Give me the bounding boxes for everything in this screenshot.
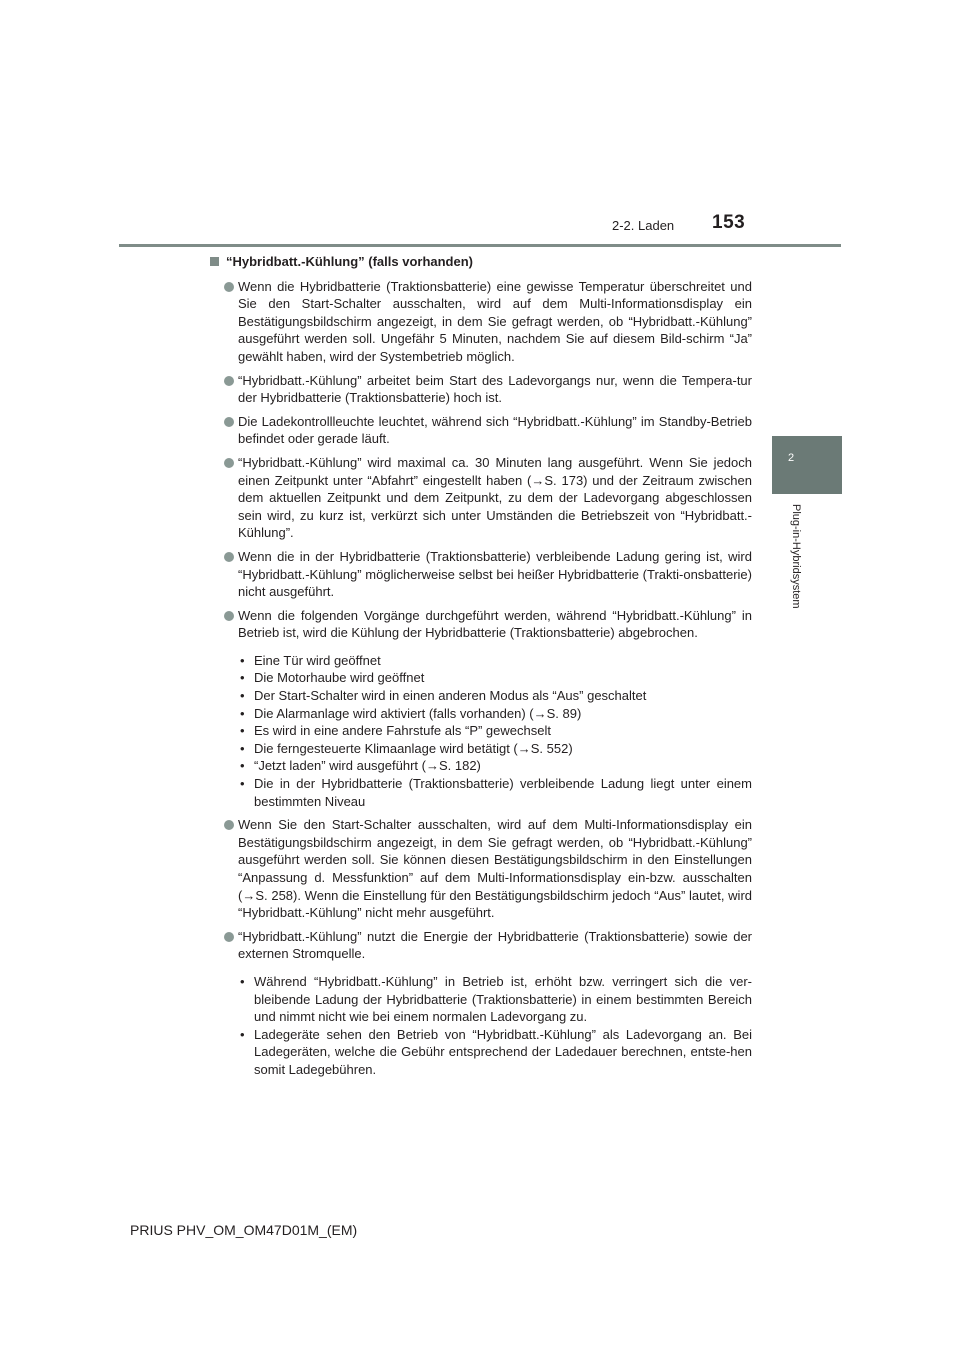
circle-bullet-icon xyxy=(224,458,234,468)
dot-marker: • xyxy=(240,652,245,668)
bullet-item xyxy=(210,278,752,366)
circle-bullet-icon xyxy=(224,820,234,830)
energy-notes-list xyxy=(210,973,752,1079)
list-item-text: Eine Tür wird geöffnet xyxy=(254,652,381,668)
section-heading-text: “Hybridbatt.-Kühlung” (falls vorhanden) xyxy=(226,254,473,269)
list-item-text: Die Motorhaube wird geöffnet xyxy=(254,670,425,686)
bullet-text: “Hybridbatt.-Kühlung” wird maximal ca. 30 Minuten lang ausgeführt. Wenn Sie jedoch einen Zeitpunkt unter “Abfahrt” eingestellt haben (→S. 173) und der Zeitraum zwischen dem aktuellen Zeitpunkt und dem Zeitpunkt, zu dem der Ladevorgang abgeschlossen sein wird, zu kurz ist, verkürzt sich unter Umständen die Betriebszeit von “Hybridbatt.-Kühlung”. xyxy=(238,454,752,541)
circle-bullet-icon xyxy=(224,932,234,942)
circle-bullet-icon xyxy=(224,611,234,621)
list-item-text: “Jetzt laden” wird ausgeführt (→S. 182) xyxy=(254,758,481,774)
list-item xyxy=(210,973,752,1026)
page-number: 153 xyxy=(712,212,746,233)
abort-conditions-list xyxy=(210,652,752,810)
header-section-title: 2-2. Laden xyxy=(612,218,675,233)
circle-bullet-icon xyxy=(224,552,234,562)
list-item xyxy=(210,652,752,670)
bullet-text: Die Ladekontrollleuchte leuchtet, während sich “Hybridbatt.-Kühlung” im Standby-Betrieb befindet oder gerade läuft. xyxy=(238,413,752,447)
bullet-item xyxy=(210,413,752,448)
bullet-item xyxy=(210,928,752,963)
list-item-text: Während “Hybridbatt.-Kühlung” in Betrieb ist, erhöht bzw. verringert sich die ver-bleibende Ladung der Hybridbatterie (Traktionsbatterie) in einem bestimmten Bereich und nimmt nicht wie bei einem normalen Ladevorgang zu. xyxy=(254,973,752,1025)
list-item xyxy=(210,669,752,687)
list-item xyxy=(210,687,752,705)
bullet-text: Wenn Sie den Start-Schalter ausschalten, wird auf dem Multi-Informationsdisplay ein Bestätigungsbildschirm angezeigt, in dem Sie gefragt werden, ob “Hybridbatt.-Kühlung” ausgeführt werden soll. Sie können diesen Bestätigungsbildschirm in den Einstellungen “Anpassung d. Messfunktion” auf dem Multi-Informationsdisplay ein-bzw. ausschalten (→S. 258). Wenn die Einstellung für den Bestätigungsbildschirm jedoch “Aus” lautet, wird “Hybridbatt.-Kühlung” nicht mehr ausgeführt. xyxy=(238,817,752,921)
dot-marker: • xyxy=(240,758,245,774)
bullet-item xyxy=(210,816,752,922)
chapter-tab xyxy=(772,436,842,494)
list-item-text: Ladegeräte sehen den Betrieb von “Hybridbatt.-Kühlung” als Ladevorgang an. Bei Ladegeräten, welche die Gebühr entsprechend der Ladedauer berechnen, entste-hen somit Ladegebühren. xyxy=(254,1026,752,1077)
bullet-text: Wenn die folgenden Vorgänge durchgeführt werden, während “Hybridbatt.-Kühlung” in Betrieb ist, wird die Kühlung der Hybridbatterie (Traktionsbatterie) abgebrochen. xyxy=(238,607,752,641)
list-item-text: Die in der Hybridbatterie (Traktionsbatterie) verbleibende Ladung liegt unter einem bestimmten Niveau xyxy=(254,776,752,809)
list-item xyxy=(210,740,752,758)
chapter-tab-label: Plug-in-Hybridsystem xyxy=(790,504,802,609)
dot-marker: • xyxy=(240,705,245,721)
dot-marker: • xyxy=(240,1026,245,1042)
bullet-text: “Hybridbatt.-Kühlung” arbeitet beim Start des Ladevorgangs nur, wenn die Tempera-tur der Hybridbatterie (Traktionsbatterie) hoch ist. xyxy=(238,372,752,406)
dot-marker: • xyxy=(240,723,245,739)
list-item xyxy=(210,1026,752,1079)
list-item xyxy=(210,722,752,740)
list-item-text: Die ferngesteuerte Klimaanlage wird betätigt (→S. 552) xyxy=(254,740,573,756)
circle-bullet-icon xyxy=(224,417,234,427)
bullet-text: Wenn die Hybridbatterie (Traktionsbatterie) eine gewisse Temperatur überschreitet und Sie den Start-Schalter ausschalten, wird auf dem Multi-Informationsdisplay ein Bestätigungsbildschirm angezeigt, in dem Sie gefragt werden, ob “Hybridbatt.-Kühlung” ausgeführt werden soll. Ungefähr 5 Minuten, nachdem Sie auf diesem Bild-schirm “Ja” gewählt haben, wird der Systembetrieb möglich. xyxy=(238,278,752,364)
bullet-item xyxy=(210,548,752,601)
dot-marker: • xyxy=(240,670,245,686)
page-content xyxy=(210,253,752,1085)
circle-bullet-icon xyxy=(224,376,234,386)
section-heading xyxy=(210,253,752,271)
list-item xyxy=(210,705,752,723)
dot-marker: • xyxy=(240,973,245,989)
bullet-item xyxy=(210,607,752,642)
dot-marker: • xyxy=(240,740,245,756)
bullet-item xyxy=(210,372,752,407)
dot-marker: • xyxy=(240,688,245,704)
list-item-text: Es wird in eine andere Fahrstufe als “P” gewechselt xyxy=(254,723,551,739)
list-item xyxy=(210,757,752,775)
circle-bullet-icon xyxy=(224,282,234,292)
square-bullet-icon xyxy=(210,257,219,266)
header-rule xyxy=(119,244,841,247)
dot-marker: • xyxy=(240,776,245,792)
bullet-text: “Hybridbatt.-Kühlung” nutzt die Energie der Hybridbatterie (Traktionsbatterie) sowie der externen Stromquelle. xyxy=(238,928,752,962)
footer-document-id: PRIUS PHV_OM_OM47D01M_(EM) xyxy=(130,1222,358,1238)
list-item xyxy=(210,775,752,810)
list-item-text: Der Start-Schalter wird in einen anderen Modus als “Aus” geschaltet xyxy=(254,688,647,704)
bullet-item xyxy=(210,454,752,542)
chapter-tab-number: 2 xyxy=(788,452,795,464)
list-item-text: Die Alarmanlage wird aktiviert (falls vorhanden) (→S. 89) xyxy=(254,705,582,721)
bullet-text: Wenn die in der Hybridbatterie (Traktionsbatterie) verbleibende Ladung gering ist, wird “Hybridbatt.-Kühlung” möglicherweise selbst bei heißer Hybridbatterie (Trakti-onsbatterie) nicht ausgeführt. xyxy=(238,548,752,600)
